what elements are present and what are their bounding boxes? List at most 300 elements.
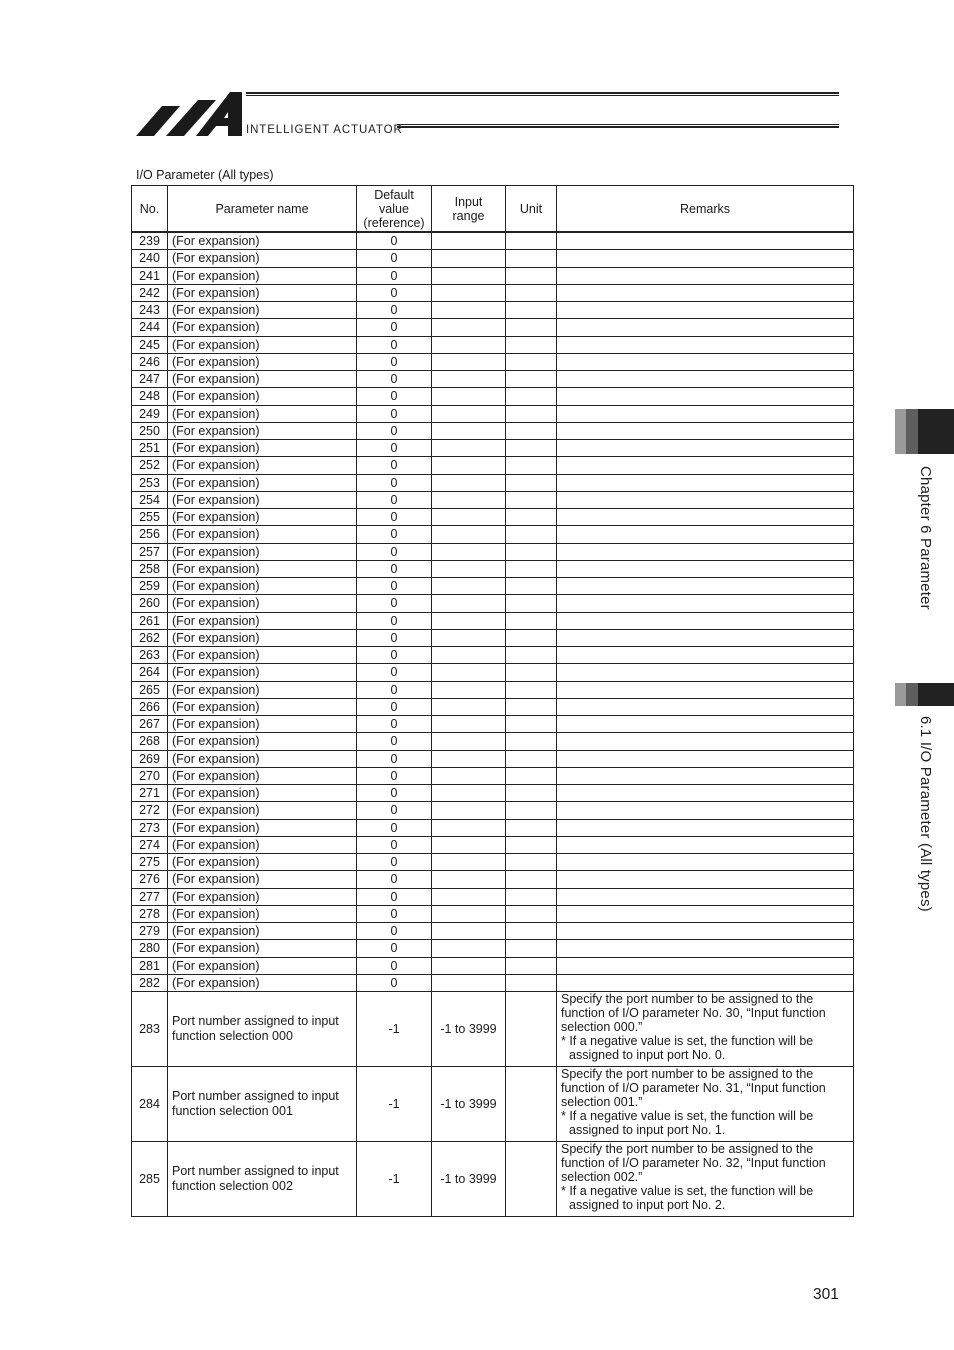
row-unit <box>506 957 557 974</box>
row-default-value: 0 <box>357 664 432 681</box>
table-row <box>132 388 854 405</box>
row-parameter-name: (For expansion) <box>168 819 357 836</box>
row-remarks <box>557 802 854 819</box>
row-remarks <box>557 457 854 474</box>
row-unit <box>506 698 557 715</box>
table-row <box>132 509 854 526</box>
row-input-range <box>432 923 506 940</box>
row-input-range <box>432 319 506 336</box>
row-default-value: 0 <box>357 232 432 250</box>
row-unit <box>506 802 557 819</box>
row-remarks <box>557 250 854 267</box>
row-input-range: -1 to 3999 <box>432 992 506 1067</box>
col-header-no: No. <box>132 186 168 233</box>
row-parameter-name-l1: Port number assigned to input <box>172 1089 339 1103</box>
row-remarks <box>557 905 854 922</box>
col-header-remarks: Remarks <box>557 186 854 233</box>
row-input-range <box>432 750 506 767</box>
row-input-range <box>432 250 506 267</box>
row-remarks <box>557 509 854 526</box>
row-no: 272 <box>132 802 168 819</box>
row-remarks <box>557 750 854 767</box>
chapter-tab-block-dark <box>918 409 954 454</box>
row-input-range <box>432 232 506 250</box>
table-row <box>132 750 854 767</box>
row-remarks <box>557 526 854 543</box>
row-default-value: 0 <box>357 681 432 698</box>
row-no: 284 <box>132 1067 168 1142</box>
row-parameter-name: (For expansion) <box>168 543 357 560</box>
row-default-value: 0 <box>357 767 432 784</box>
row-remarks <box>557 491 854 508</box>
table-row <box>132 232 854 250</box>
ia-logo <box>136 92 244 136</box>
row-unit <box>506 371 557 388</box>
row-remarks <box>557 612 854 629</box>
row-no: 240 <box>132 250 168 267</box>
table-row <box>132 836 854 853</box>
section-tab-block-light <box>895 683 906 706</box>
row-no: 276 <box>132 871 168 888</box>
row-default-value: -1 <box>357 1142 432 1217</box>
table-row <box>132 491 854 508</box>
row-unit <box>506 474 557 491</box>
row-unit <box>506 1142 557 1217</box>
row-parameter-name: (For expansion) <box>168 854 357 871</box>
row-input-range <box>432 371 506 388</box>
row-unit <box>506 612 557 629</box>
row-unit <box>506 491 557 508</box>
row-default-value: 0 <box>357 267 432 284</box>
table-row <box>132 940 854 957</box>
row-unit <box>506 336 557 353</box>
row-default-value: 0 <box>357 319 432 336</box>
row-input-range <box>432 905 506 922</box>
table-row <box>132 422 854 439</box>
row-no: 273 <box>132 819 168 836</box>
table-row <box>132 957 854 974</box>
row-remarks <box>557 595 854 612</box>
row-parameter-name: (For expansion) <box>168 405 357 422</box>
row-parameter-name: (For expansion) <box>168 733 357 750</box>
row-no: 280 <box>132 940 168 957</box>
row-default-value: 0 <box>357 612 432 629</box>
table-row <box>132 664 854 681</box>
row-no: 283 <box>132 992 168 1067</box>
row-unit <box>506 974 557 991</box>
row-unit <box>506 595 557 612</box>
row-input-range <box>432 405 506 422</box>
row-remarks <box>557 440 854 457</box>
row-remarks <box>557 284 854 301</box>
row-parameter-name: (For expansion) <box>168 422 357 439</box>
row-remarks <box>557 388 854 405</box>
row-remarks <box>557 629 854 646</box>
row-default-value: 0 <box>357 457 432 474</box>
row-default-value: 0 <box>357 491 432 508</box>
row-remarks <box>557 405 854 422</box>
table-row <box>132 440 854 457</box>
row-default-value: 0 <box>357 854 432 871</box>
row-no: 239 <box>132 232 168 250</box>
row-no: 261 <box>132 612 168 629</box>
row-remarks <box>557 353 854 370</box>
row-parameter-name-l2: function selection 002 <box>172 1179 293 1193</box>
table-row <box>132 974 854 991</box>
table-row <box>132 854 854 871</box>
row-remarks <box>557 560 854 577</box>
row-parameter-name: (For expansion) <box>168 250 357 267</box>
row-remarks <box>557 647 854 664</box>
table-row <box>132 992 854 1067</box>
row-parameter-name: (For expansion) <box>168 905 357 922</box>
table-row <box>132 543 854 560</box>
row-remarks <box>557 923 854 940</box>
row-default-value: 0 <box>357 388 432 405</box>
row-unit <box>506 250 557 267</box>
row-default-value: 0 <box>357 802 432 819</box>
row-default-value: 0 <box>357 509 432 526</box>
row-parameter-name: (For expansion) <box>168 578 357 595</box>
row-unit <box>506 716 557 733</box>
row-input-range <box>432 491 506 508</box>
row-unit <box>506 888 557 905</box>
row-input-range <box>432 474 506 491</box>
table-row <box>132 302 854 319</box>
row-unit <box>506 388 557 405</box>
row-unit <box>506 923 557 940</box>
row-input-range <box>432 422 506 439</box>
row-no: 247 <box>132 371 168 388</box>
row-default-value: -1 <box>357 992 432 1067</box>
row-unit <box>506 836 557 853</box>
row-remarks-l2: function of I/O parameter No. 32, “Input function <box>561 1156 826 1170</box>
row-no: 267 <box>132 716 168 733</box>
row-remarks-l2: function of I/O parameter No. 31, “Input function <box>561 1081 826 1095</box>
chapter-tab-block-light <box>895 409 906 454</box>
table-row <box>132 819 854 836</box>
table-row <box>132 785 854 802</box>
row-remarks <box>557 1067 854 1142</box>
row-default-value: 0 <box>357 698 432 715</box>
table-row <box>132 698 854 715</box>
table-row <box>132 457 854 474</box>
row-remarks <box>557 664 854 681</box>
table-row <box>132 353 854 370</box>
table-row <box>132 716 854 733</box>
row-remarks <box>557 974 854 991</box>
row-input-range <box>432 526 506 543</box>
row-parameter-name: (For expansion) <box>168 664 357 681</box>
table-row <box>132 474 854 491</box>
row-remarks <box>557 767 854 784</box>
row-input-range <box>432 681 506 698</box>
row-parameter-name: (For expansion) <box>168 284 357 301</box>
row-unit <box>506 767 557 784</box>
row-parameter-name: (For expansion) <box>168 612 357 629</box>
row-default-value: 0 <box>357 836 432 853</box>
row-unit <box>506 422 557 439</box>
row-default-value: 0 <box>357 905 432 922</box>
row-parameter-name: (For expansion) <box>168 457 357 474</box>
row-remarks <box>557 854 854 871</box>
row-unit <box>506 871 557 888</box>
row-default-value: 0 <box>357 353 432 370</box>
row-unit <box>506 457 557 474</box>
row-remarks <box>557 336 854 353</box>
row-unit <box>506 440 557 457</box>
row-no: 265 <box>132 681 168 698</box>
row-unit <box>506 353 557 370</box>
row-parameter-name-l2: function selection 001 <box>172 1104 293 1118</box>
row-default-value: 0 <box>357 647 432 664</box>
row-no: 256 <box>132 526 168 543</box>
row-default-value: 0 <box>357 750 432 767</box>
row-unit <box>506 509 557 526</box>
row-default-value: 0 <box>357 560 432 577</box>
row-no: 245 <box>132 336 168 353</box>
row-parameter-name: (For expansion) <box>168 974 357 991</box>
table-row <box>132 1142 854 1217</box>
row-remarks <box>557 836 854 853</box>
row-unit <box>506 819 557 836</box>
table-row <box>132 888 854 905</box>
row-remarks <box>557 888 854 905</box>
row-no: 275 <box>132 854 168 871</box>
row-parameter-name-l2: function selection 000 <box>172 1029 293 1043</box>
table-row <box>132 802 854 819</box>
row-remarks-l1: Specify the port number to be assigned to the <box>561 1067 814 1081</box>
row-unit <box>506 647 557 664</box>
row-unit <box>506 543 557 560</box>
section-tab-block-mid <box>906 683 918 706</box>
row-no: 248 <box>132 388 168 405</box>
row-input-range <box>432 267 506 284</box>
row-no: 254 <box>132 491 168 508</box>
row-parameter-name <box>168 1067 357 1142</box>
row-parameter-name: (For expansion) <box>168 836 357 853</box>
row-default-value: 0 <box>357 940 432 957</box>
row-remarks-note: * If a negative value is set, the function will be assigned to input port No. 1. <box>561 1109 814 1137</box>
row-parameter-name: (For expansion) <box>168 629 357 646</box>
row-input-range: -1 to 3999 <box>432 1142 506 1217</box>
io-parameter-table <box>131 185 854 1217</box>
table-row <box>132 767 854 784</box>
row-parameter-name: (For expansion) <box>168 923 357 940</box>
table-row <box>132 526 854 543</box>
table-row <box>132 733 854 750</box>
row-remarks <box>557 543 854 560</box>
table-header-row <box>132 186 854 233</box>
row-remarks <box>557 232 854 250</box>
row-default-value: 0 <box>357 819 432 836</box>
row-parameter-name: (For expansion) <box>168 767 357 784</box>
row-parameter-name: (For expansion) <box>168 871 357 888</box>
row-unit <box>506 940 557 957</box>
row-no: 255 <box>132 509 168 526</box>
row-input-range <box>432 560 506 577</box>
row-unit <box>506 681 557 698</box>
row-parameter-name: (For expansion) <box>168 526 357 543</box>
row-default-value: -1 <box>357 1067 432 1142</box>
table-row <box>132 319 854 336</box>
row-no: 257 <box>132 543 168 560</box>
row-remarks <box>557 819 854 836</box>
row-input-range <box>432 578 506 595</box>
table-row <box>132 612 854 629</box>
row-parameter-name: (For expansion) <box>168 440 357 457</box>
row-no: 271 <box>132 785 168 802</box>
row-input-range <box>432 974 506 991</box>
row-no: 242 <box>132 284 168 301</box>
row-no: 278 <box>132 905 168 922</box>
col-header-default-l3: (reference) <box>363 215 425 230</box>
row-unit <box>506 905 557 922</box>
row-remarks-l3: selection 002.” <box>561 1170 643 1184</box>
row-unit <box>506 405 557 422</box>
row-input-range <box>432 888 506 905</box>
row-parameter-name: (For expansion) <box>168 491 357 508</box>
row-remarks <box>557 371 854 388</box>
row-parameter-name <box>168 992 357 1067</box>
row-input-range <box>432 457 506 474</box>
row-unit <box>506 267 557 284</box>
row-no: 279 <box>132 923 168 940</box>
row-parameter-name: (For expansion) <box>168 353 357 370</box>
row-unit <box>506 785 557 802</box>
row-input-range <box>432 940 506 957</box>
row-no: 251 <box>132 440 168 457</box>
row-remarks <box>557 1142 854 1217</box>
row-input-range <box>432 612 506 629</box>
row-no: 244 <box>132 319 168 336</box>
table-row <box>132 905 854 922</box>
row-no: 274 <box>132 836 168 853</box>
row-default-value: 0 <box>357 957 432 974</box>
col-header-range-l2: range <box>452 208 485 223</box>
row-remarks <box>557 267 854 284</box>
row-remarks-l1: Specify the port number to be assigned to the <box>561 992 814 1006</box>
row-input-range <box>432 664 506 681</box>
row-input-range <box>432 819 506 836</box>
page-number: 301 <box>813 1286 839 1303</box>
row-parameter-name: (For expansion) <box>168 388 357 405</box>
col-header-default-l2: value <box>379 201 409 216</box>
row-no: 259 <box>132 578 168 595</box>
table-row <box>132 923 854 940</box>
row-unit <box>506 284 557 301</box>
col-header-default-l1: Default <box>374 187 414 202</box>
row-remarks-l3: selection 000.” <box>561 1020 643 1034</box>
row-input-range <box>432 353 506 370</box>
row-default-value: 0 <box>357 595 432 612</box>
row-unit <box>506 854 557 871</box>
row-default-value: 0 <box>357 974 432 991</box>
table-caption: I/O Parameter (All types) <box>136 168 274 182</box>
row-input-range <box>432 388 506 405</box>
table-row <box>132 1067 854 1142</box>
row-no: 281 <box>132 957 168 974</box>
row-unit <box>506 733 557 750</box>
row-input-range <box>432 785 506 802</box>
row-no: 263 <box>132 647 168 664</box>
row-remarks <box>557 319 854 336</box>
table-row <box>132 681 854 698</box>
row-input-range <box>432 595 506 612</box>
table-row <box>132 647 854 664</box>
row-remarks <box>557 957 854 974</box>
row-remarks <box>557 733 854 750</box>
row-no: 260 <box>132 595 168 612</box>
row-remarks <box>557 940 854 957</box>
row-default-value: 0 <box>357 302 432 319</box>
row-parameter-name: (For expansion) <box>168 647 357 664</box>
row-no: 262 <box>132 629 168 646</box>
row-parameter-name: (For expansion) <box>168 509 357 526</box>
table-row <box>132 336 854 353</box>
table-row <box>132 595 854 612</box>
row-remarks <box>557 578 854 595</box>
row-unit <box>506 560 557 577</box>
row-parameter-name: (For expansion) <box>168 940 357 957</box>
row-no: 277 <box>132 888 168 905</box>
row-unit <box>506 302 557 319</box>
row-parameter-name: (For expansion) <box>168 888 357 905</box>
row-input-range <box>432 854 506 871</box>
chapter-tab-block-mid <box>906 409 918 454</box>
row-default-value: 0 <box>357 284 432 301</box>
row-no: 258 <box>132 560 168 577</box>
row-remarks <box>557 698 854 715</box>
row-input-range <box>432 543 506 560</box>
row-parameter-name: (For expansion) <box>168 750 357 767</box>
row-remarks <box>557 785 854 802</box>
row-default-value: 0 <box>357 785 432 802</box>
row-remarks <box>557 302 854 319</box>
row-input-range <box>432 733 506 750</box>
row-default-value: 0 <box>357 371 432 388</box>
col-header-range-l1: Input <box>454 194 483 209</box>
row-unit <box>506 232 557 250</box>
row-parameter-name: (For expansion) <box>168 319 357 336</box>
row-remarks <box>557 474 854 491</box>
row-default-value: 0 <box>357 422 432 439</box>
row-default-value: 0 <box>357 474 432 491</box>
row-unit <box>506 992 557 1067</box>
row-remarks <box>557 681 854 698</box>
row-input-range <box>432 802 506 819</box>
row-input-range <box>432 336 506 353</box>
row-input-range <box>432 957 506 974</box>
row-default-value: 0 <box>357 923 432 940</box>
row-parameter-name: (For expansion) <box>168 698 357 715</box>
row-unit <box>506 629 557 646</box>
row-default-value: 0 <box>357 250 432 267</box>
row-parameter-name-l1: Port number assigned to input <box>172 1164 339 1178</box>
row-default-value: 0 <box>357 440 432 457</box>
table-row <box>132 284 854 301</box>
section-tab-block-dark <box>918 683 954 706</box>
row-no: 268 <box>132 733 168 750</box>
table-row <box>132 578 854 595</box>
row-remarks-l1: Specify the port number to be assigned to the <box>561 1142 814 1156</box>
row-parameter-name: (For expansion) <box>168 785 357 802</box>
row-parameter-name: (For expansion) <box>168 802 357 819</box>
row-no: 243 <box>132 302 168 319</box>
row-remarks-l2: function of I/O parameter No. 30, “Input function <box>561 1006 826 1020</box>
header-rule-bottom <box>397 124 839 128</box>
row-remarks <box>557 422 854 439</box>
